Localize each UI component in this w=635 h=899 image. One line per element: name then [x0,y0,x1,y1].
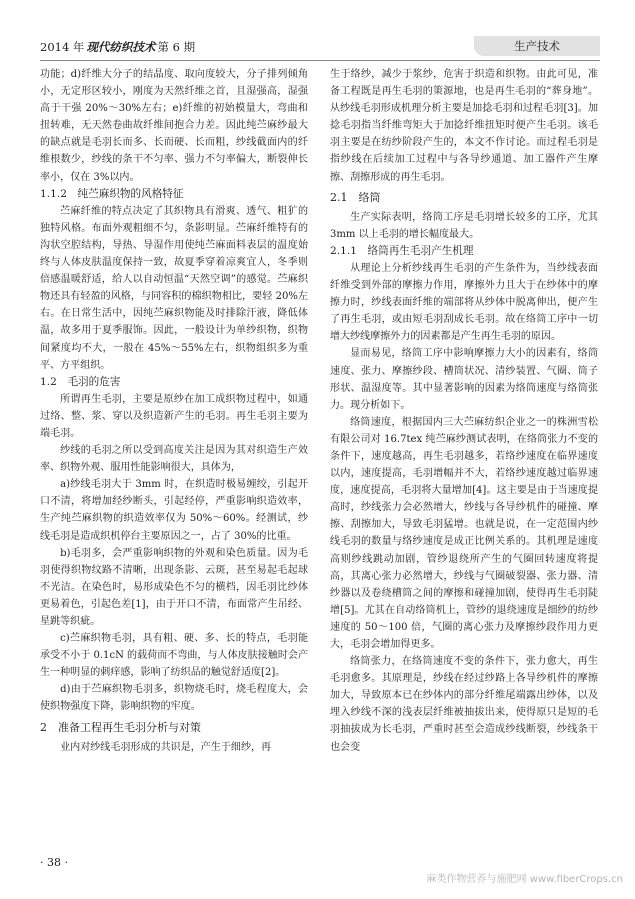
paragraph: 苎麻纤维的特点决定了其织物具有滑爽、透气、粗犷的独特风格。布面外观粗细不匀，条影明显。苎麻纤维特有的沟状空腔结构，导热、导湿作用使纯苎麻面料表层的温度始终与人体皮肤温度保持一致，故夏季穿着凉爽宜人，冬季则倍感温暖舒适，给人以自动恒温“天然空调”的感觉。苎麻织物还具有轻盈的风格，与同容积的棉织物相比，要轻 20%左右。在日常生活中，因纯苎麻织物能及时排除汗液，降低体温，故多用于夏季服饰。因此，一般设计为单纱织物，织物间紧度均不大，一般在 45%～55%左右，织物组织多为重平、方平组织。 [40,205,308,371]
chapter-heading: 2 准备工程再生毛羽分析与对策 [40,720,201,734]
year: 2014 年 [40,40,85,54]
paragraph: d)由于苎麻织物毛羽多，织物烧毛时，烧毛程度大，会使织物强度下降，影响织物的牢度。 [40,684,308,713]
paragraph: 络筒张力，在络筒速度不变的条件下，张力愈大，再生毛羽愈多。其原理是，纱线在经过纱路上各导纱机件的摩擦加大，导致原本已在纱体内的部分纤维尾端露出纱体，以及埋入纱线不深的浅表层纤维被抽拔出来，使得原只是短的毛羽抽拔成为长毛羽，严重时甚至会造成纱线断裂，纱线条干也会变 [330,656,598,753]
paragraph: 显而易见，络筒工序中影响摩擦力大小的因素有，络筒速度、张力、摩擦纱段、槽筒状况、清纱装置、气圈、筒子形状、温湿度等。其中显著影响的因素为络筒速度与络筒张力。现分析如下。 [330,348,598,411]
header-rule [40,60,600,61]
page-number: · 38 · [40,856,68,869]
paragraph: 所谓再生毛羽，主要是原纱在加工成织物过程中，如通过络、整、浆、穿以及织造新产生的毛羽。再生毛羽主要为端毛羽。 [40,393,308,439]
paragraph: 业内对纱线毛羽形成的共识是，产生于细纱，再 [60,741,272,753]
paragraph: 功能；d)纤维大分子的结晶度、取向度较大，分子排列倾角小，无定形区较小，刚度为天然纤维之首，且湿强高，湿强高于干强 20%～30%左右；e)纤维的初始模量大，弯曲和扭转难，无天然卷曲故纤维间抱合力差。因此纯苎麻纱最大的缺点就是毛羽长而多、长而硬、长而粗，纱线截面内的纤维根数少，纱线的条干不匀率、强力不匀率偏大，断裂伸长率小，仅在 3%以内。 [40,69,308,183]
paragraph: b)毛羽多，会严重影响织物的外观和染色质量。因为毛羽使得织物纹路不清晰，出现条影、云斑，甚至易起毛起球不光洁。在染色时，易形成染色不匀的横档，因毛羽比纱体更易着色，引起色差[1]，由于开口不清，布面常产生吊经、星跳等织疵。 [40,547,308,627]
paragraph: 生于络纱，减少于浆纱，危害于织造和织物。由此可见，准备工程既是再生毛羽的策源地，也是再生毛羽的“葬身地”。从纱线毛羽形成机理分析主要是加捻毛羽和过程毛羽[3]。加捻毛羽指当纤维弯矩大于加捻纤维扭矩时便产生毛羽。该毛羽主要是在纺纱阶段产生的，本文不作讨论。而过程毛羽是指纱线在后续加工过程中与各导纱通道、加工器件产生摩擦、刮擦形成的再生毛羽。 [330,69,598,183]
paragraph: 纱线的毛羽之所以受到高度关注是因为其对织造生产效率、织物外观、服用性能影响很大，具体为， [40,445,308,474]
paragraph: 从理论上分析纱线再生毛羽的产生条件为，当纱线表面纤维受到外部的摩擦力作用，摩擦外力且大于在纱体中的摩擦力时，纱线表面纤维的端部将从纱体中脱离伸出，便产生了再生毛羽，或由短毛羽刮成长毛羽。故在络筒工序中一切增大纱线摩擦外力的因素都是产生再生毛羽的原因。 [330,262,598,343]
section-tab: 生产技术 [474,36,600,56]
journal-name: 现代纺织技术 [86,40,156,54]
section-heading: 2.1 络筒 [330,190,381,204]
left-column [40,66,308,756]
paragraph: a)纱线毛羽大于 3mm 时，在织造时极易缠绞，引起开口不清，将增加经纱断头，引起经停，严重影响织造效率，生产纯苎麻织物的织造效率仅为 50%～60%。经测试，纱线毛羽是造成织机停台主要原因之一，占了 30%的比重。 [40,479,308,542]
issue: 第 6 期 [157,40,196,54]
section-heading: 1.1.2 纯苎麻织物的风格特征 [40,187,184,200]
right-column [330,66,598,756]
paragraph: 络筒速度，根据国内三大苎麻纺织企业之一的株洲雪松有限公司对 16.7tex 纯苎麻纱测试表明，在络筒张力不变的条件下，速度越高，再生毛羽越多，若络纱速度在临界速度以内，速度提高，毛羽增幅并不大，若络纱速度越过临界速度，速度提高，毛羽将大量增加[4]。这主要是由于当速度提高时，纱线张力会必然增大，纱线与各导纱机件的碰撞、摩擦、刮擦加大，导致毛羽猛增。也就是说，在一定范围内纱线毛羽的数量与络纱速度是成正比例关系的。其机理是速度高则纱线跳动加剧，管纱退绕所产生的气圈回转速度将提高，其离心张力必然增大，纱线与气圈破裂器、张力器、清纱器以及卷绕槽筒之间的摩擦和碰撞加剧，使得再生毛羽陡增[5]。尤其在自动络筒机上，管纱的退绕速度是细纱的纺纱速度的 50～100 倍，气圈的离心张力及摩擦纱段作用力更大，毛羽会增加得更多。 [330,416,598,650]
journal-info [40,39,195,55]
page-header [40,36,600,58]
paragraph: c)苎麻织物毛羽，具有粗、硬、多、长的特点，毛羽能承受不小于 0.1cN 的载荷而不弯曲，与人体皮肤接触时会产生一种明显的刺痒感，影响了纺织品的触觉舒适度[2]。 [40,633,308,679]
paragraph: 生产实际表明，络筒工序是毛羽增长较多的工序，尤其 3mm 以上毛羽的增长幅度最大。 [330,211,598,240]
section-heading: 1.2 毛羽的危害 [40,375,121,388]
section-heading: 2.1.1 络筒再生毛羽产生机理 [330,244,474,257]
watermark: 麻类作物营养与施肥网 www.fiberCrops.cn [426,874,623,885]
